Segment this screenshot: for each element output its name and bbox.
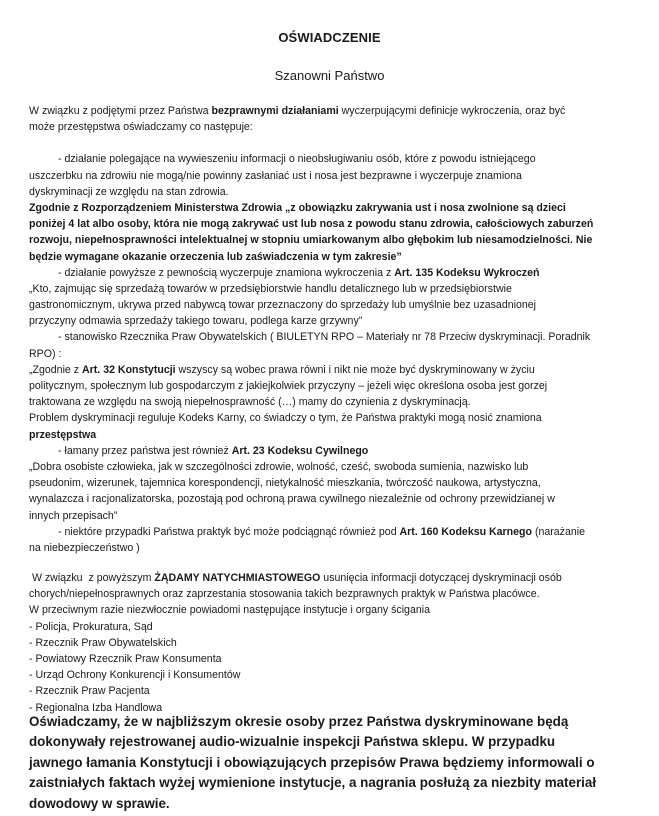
text-line bbox=[29, 103, 649, 119]
point-3 bbox=[29, 329, 649, 361]
text-line bbox=[29, 524, 649, 540]
text-line: poniżej 4 lat albo osoby, która nie mogą zakrywać ust lub nosa z powodu stanu zdrowia, całościowych zaburzeń bbox=[29, 218, 594, 231]
bold-run: Art. 135 Kodeksu Wykroczeń bbox=[394, 266, 540, 279]
list-item: - Policja, Prokuratura, Sąd bbox=[29, 620, 153, 633]
text-line: rozwoju, niepełnosprawności intelektualnej w stopniu umiarkowanym albo głębokim lub niesamodzielności. Nie bbox=[29, 234, 593, 247]
text-line: przyczyny odmawia sprzedaży takiego towaru, podlega karze grzywny” bbox=[29, 315, 363, 328]
text-line bbox=[29, 570, 649, 586]
text-line: „Kto, zajmując się sprzedażą towarów w przedsiębiorstwie handlu detalicznego lub w przedsiębiorstwie bbox=[29, 282, 512, 295]
institutions-list bbox=[29, 619, 649, 716]
text-line: będzie wymagane okazanie orzeczenia lub zaświadczenia w tym zakresie” bbox=[29, 250, 402, 263]
bold-run: przestępstwa bbox=[29, 428, 97, 441]
point-5 bbox=[29, 524, 649, 556]
text-line: wynalazcza i racjonalizatorska, pozostają pod ochroną prawa cywilnego niezależnie od ochrony przewidzianej w bbox=[29, 493, 555, 506]
text-line: Zgodnie z Rozporządzeniem Ministerstwa Zdrowia „z obowiązku zakrywania ust i nosa zwolnione są dzieci bbox=[29, 201, 566, 214]
text-run: (narażanie bbox=[532, 525, 585, 538]
text-line: Problem dyskryminacji reguluje Kodeks Karny, co świadczy o tym, że Państwa praktyki mogą nosić znamiona bbox=[29, 412, 542, 425]
text-line: uszczerbku na zdrowiu nie mogą/nie powinny zasłaniać ust i nosa jest bezprawne i wyczerpuje znamiona bbox=[29, 169, 522, 182]
criminal-code-paragraph bbox=[29, 410, 649, 442]
text-line: jawnego łamania Konstytucji i obowiązujących przepisów Prawa będziemy informowali o bbox=[29, 754, 595, 770]
bold-run: ŻĄDAMY NATYCHMIASTOWEGO bbox=[154, 572, 321, 585]
intro-paragraph bbox=[29, 103, 649, 135]
text-line: „Dobra osobiste człowieka, jak w szczególności zdrowie, wolność, cześć, swoboda sumienia, nazwisko lub bbox=[29, 460, 529, 473]
text-line: zaistniałych faktach wyżej wymienione instytucje, a nagrania posłużą za niezbity materiał bbox=[29, 775, 597, 791]
text-line: traktowana ze względu na swoją niepełnosprawność (…) mamy do czynienia z dyskryminacją. bbox=[29, 396, 471, 409]
bold-run: Art. 32 Konstytucji bbox=[82, 363, 176, 376]
list-item: - Urząd Ochrony Konkurencji i Konsumentów bbox=[29, 669, 241, 682]
text-line: dowodowy w sprawie. bbox=[29, 795, 170, 811]
list-item: - Regionalna Izba Handlowa bbox=[29, 701, 163, 714]
text-run: - niektóre przypadki Państwa praktyk być może podciągnąć również pod bbox=[58, 525, 400, 538]
text-line: na niebezpieczeństwo ) bbox=[29, 541, 140, 554]
text-line: innych przepisach” bbox=[29, 509, 118, 522]
text-run: usunięcia informacji dotyczącej dyskryminacji osób bbox=[320, 572, 562, 585]
list-item: - Rzecznik Praw Pacjenta bbox=[29, 685, 150, 698]
text-run: wszyscy są wobec prawa równi i nikt nie może być dyskryminowany w życiu bbox=[175, 363, 535, 376]
regulation-quote bbox=[29, 200, 649, 265]
art23-quote bbox=[29, 459, 649, 524]
art135-quote bbox=[29, 281, 649, 330]
text-line: pseudonim, wizerunek, tajemnica korespondencji, nietykalność mieszkania, twórczość naukowa, artystyczna, bbox=[29, 477, 541, 490]
text-run: W związku z podjętymi przez Państwa bbox=[29, 105, 212, 117]
text-line bbox=[29, 427, 649, 443]
point-2 bbox=[29, 265, 649, 281]
bold-run: Art. 160 Kodeksu Karnego bbox=[399, 525, 532, 538]
text-run: „Zgodnie z bbox=[29, 363, 82, 376]
document-body bbox=[29, 103, 649, 716]
text-line: gastronomicznym, ukrywa przed nabywcą towar przeznaczony do sprzedaży lub umyślnie bez uzasadnionej bbox=[29, 299, 536, 312]
text-line: chorych/niepełnosprawnych oraz zaprzestania stosowania takich bezprawnych praktyk w Państwa placówce. bbox=[29, 588, 540, 601]
bold-run: Art. 23 Kodeksu Cywilnego bbox=[231, 444, 369, 457]
text-line: - stanowisko Rzecznika Praw Obywatelskich ( BIULETYN RPO – Materiały nr 78 Przeciw dyskryminacji. Poradnik bbox=[58, 331, 591, 344]
text-line: politycznym, społecznym lub gospodarczym z jakiejkolwiek przyczyny – jeżeli więc określona osoba jest gorzej bbox=[29, 380, 548, 392]
text-run: - łamany przez państwa jest również bbox=[58, 444, 232, 457]
text-line: dyskryminacji ze względu na stan zdrowia. bbox=[29, 185, 229, 198]
text-line: Oświadczamy, że w najbliższym okresie osoby przez Państwa dyskryminowane będą bbox=[29, 714, 569, 729]
demand-paragraph bbox=[29, 570, 649, 619]
bold-run: bezprawnymi działaniami bbox=[211, 105, 339, 117]
text-run: W związku z powyższym bbox=[29, 572, 155, 585]
text-run: wyczerpującymi definicje wykroczenia, oraz być bbox=[338, 105, 566, 117]
document-title: OŚWIADCZENIE bbox=[278, 30, 381, 45]
list-item: - Rzecznik Praw Obywatelskich bbox=[29, 636, 177, 649]
text-run: - działanie powyższe z pewnością wyczerpuje znamiona wykroczenia z bbox=[58, 266, 395, 279]
list-item: - Powiatowy Rzecznik Praw Konsumenta bbox=[29, 653, 222, 665]
greeting: Szanowni Państwo bbox=[274, 68, 385, 83]
text-line: może przestępstwa oświadczamy co następuje: bbox=[29, 121, 253, 134]
text-line: - działanie polegające na wywieszeniu informacji o nieobsługiwaniu osób, które z powodu istniejącego bbox=[58, 153, 536, 166]
rpo-quote bbox=[29, 362, 649, 411]
final-statement bbox=[29, 712, 649, 814]
point-4 bbox=[29, 443, 649, 459]
text-line bbox=[29, 362, 649, 378]
point-1 bbox=[29, 151, 649, 200]
text-line: RPO) : bbox=[29, 347, 62, 360]
text-line: W przeciwnym razie niezwłocznie powiadomi następujące instytucje i organy ścigania bbox=[29, 604, 430, 617]
text-line: dokonywały rejestrowanej audio-wizualnie inspekcji Państwa sklepu. W przypadku bbox=[29, 734, 556, 750]
